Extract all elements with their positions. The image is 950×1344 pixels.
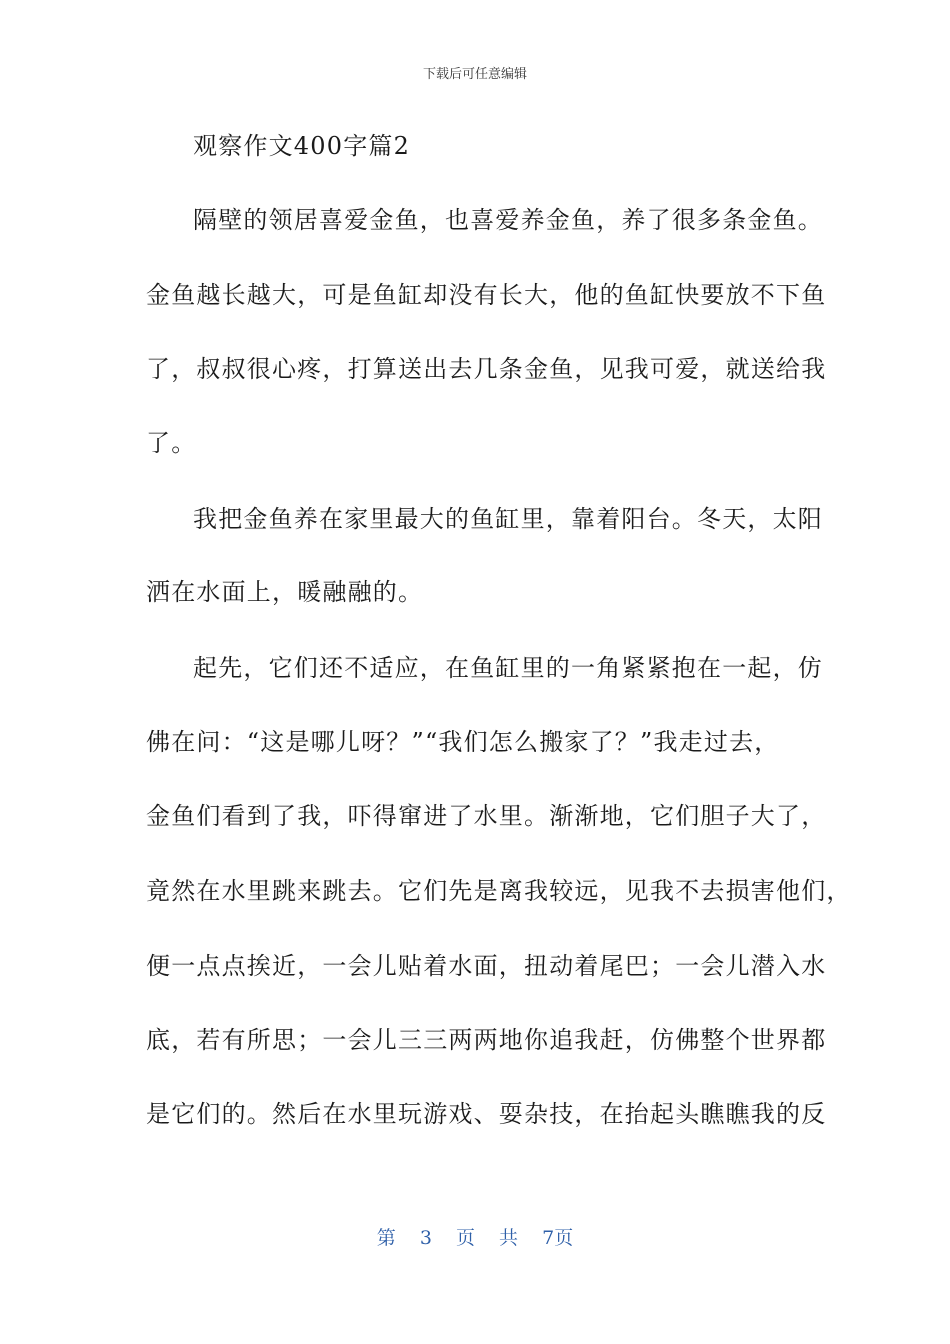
paragraph-line: 金鱼越长越大，可是鱼缸却没有长大，他的鱼缸快要放不下鱼	[146, 281, 827, 309]
paragraph-line: 了。	[146, 429, 197, 457]
paragraph-line: 洒在水面上，暖融融的。	[146, 578, 424, 606]
page-footer	[0, 1224, 950, 1252]
paragraph-line: 竟然在水里跳来跳去。它们先是离我较远，见我不去损害他们，	[146, 877, 852, 905]
document-heading: 观察作文400字篇2	[193, 132, 411, 160]
paragraph-line: 金鱼们看到了我，吓得窜进了水里。渐渐地，它们胆子大了，	[146, 802, 827, 830]
paragraph-line: 是它们的。然后在水里玩游戏、耍杂技，在抬起头瞧瞧我的反	[146, 1100, 827, 1128]
paragraph-line: 佛在问：“这是哪儿呀？”“我们怎么搬家了？”我走过去，	[146, 728, 780, 756]
paragraph-line: 底，若有所思；一会儿三三两两地你追我赶，仿佛整个世界都	[146, 1026, 827, 1054]
footer-di: 第	[376, 1227, 396, 1249]
footer-gong: 共	[499, 1227, 519, 1249]
paragraph-line: 隔壁的领居喜爱金鱼，也喜爱养金鱼，养了很多条金鱼。	[193, 206, 823, 234]
footer-ye: 页	[455, 1227, 475, 1249]
footer-total-pages: 7页	[542, 1227, 574, 1249]
paragraph-line: 便一点点挨近，一会儿贴着水面，扭动着尾巴；一会儿潜入水	[146, 952, 827, 980]
paragraph-line: 我把金鱼养在家里最大的鱼缸里，靠着阳台。冬天，太阳	[193, 505, 823, 533]
paragraph-line: 了，叔叔很心疼，打算送出去几条金鱼，见我可爱，就送给我	[146, 355, 827, 383]
footer-current-page: 3	[419, 1227, 432, 1249]
page-header: 下载后可任意编辑	[422, 67, 527, 82]
paragraph-line: 起先，它们还不适应，在鱼缸里的一角紧紧抱在一起，仿	[193, 654, 823, 682]
